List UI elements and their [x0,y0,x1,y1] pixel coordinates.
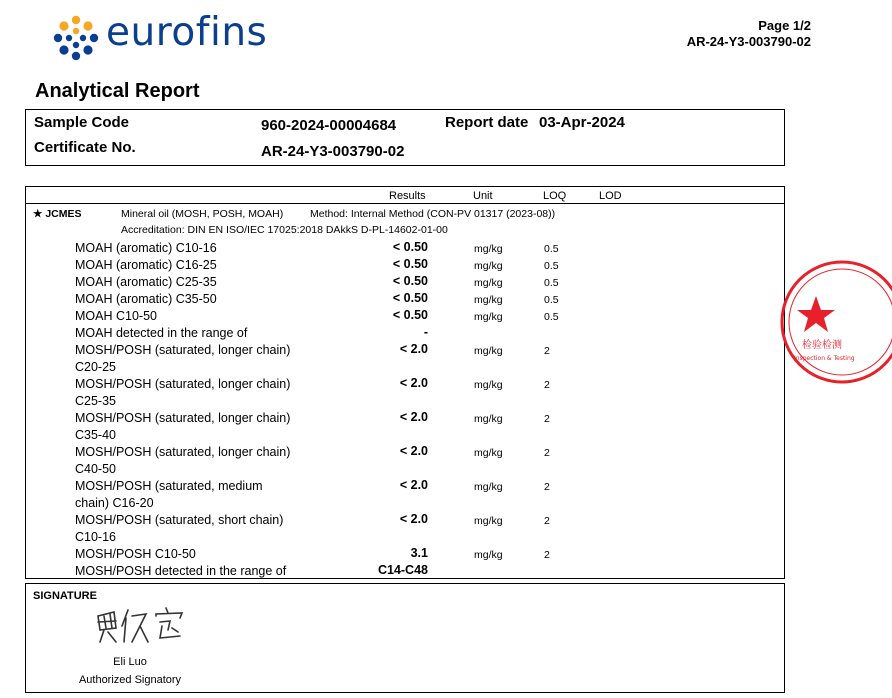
row-parameter: MOSH/POSH (saturated, longer chain) [75,445,291,459]
row-parameter: MOSH/POSH (saturated, medium [75,479,263,493]
row-loq: 0.5 [544,277,559,289]
row-parameter: MOAH (aromatic) C35-50 [75,292,217,306]
report-date-value: 03-Apr-2024 [539,114,625,131]
row-unit: mg/kg [474,243,503,255]
header-unit: Unit [473,190,493,202]
row-unit: mg/kg [474,515,503,527]
brand-name: eurofins [106,10,268,55]
row-loq: 0.5 [544,294,559,306]
row-unit: mg/kg [474,294,503,306]
row-result: < 0.50 [392,274,428,288]
row-loq: 0.5 [544,260,559,272]
page-title: Analytical Report [35,80,200,102]
header-loq: LOQ [543,190,567,202]
star-icon: ★ [33,208,43,220]
row-unit: mg/kg [474,260,503,272]
sample-info-box [25,109,785,166]
row-unit: mg/kg [474,345,503,357]
row-parameter: MOSH/POSH detected in the range of [75,564,287,578]
row-loq: 2 [544,481,550,493]
row-loq: 2 [544,447,550,459]
lab-code: ★ JCMES [33,208,82,220]
row-result: < 2.0 [399,376,428,390]
row-parameter: MOAH (aromatic) C25-35 [75,275,217,289]
row-parameter-continued: C35-40 [75,428,116,442]
header-lod: LOD [599,190,622,202]
row-unit: mg/kg [474,311,503,323]
signature-title: SIGNATURE [33,590,97,602]
accreditation: Accreditation: DIN EN ISO/IEC 17025:2018 DAkkS D-PL-14602-01-00 [121,224,448,236]
row-unit: mg/kg [474,413,503,425]
stamp-text-bottom: Inspection & Testing [794,355,855,362]
test-method: Method: Internal Method (CON-PV 01317 (2023-08)) [310,208,556,220]
row-parameter-continued: C20-25 [75,360,116,374]
row-parameter: MOSH/POSH C10-50 [75,547,196,561]
row-result: < 0.50 [392,257,428,271]
certificate-value: AR-24-Y3-003790-02 [261,143,405,160]
sample-code-value: 960-2024-00004684 [261,117,397,134]
row-unit: mg/kg [474,447,503,459]
header-results: Results [389,190,426,202]
row-parameter: MOAH detected in the range of [75,326,248,340]
row-loq: 2 [544,345,550,357]
row-parameter: MOAH C10-50 [75,309,157,323]
row-parameter-continued: C40-50 [75,462,116,476]
report-number: AR-24-Y3-003790-02 [686,34,811,49]
handwritten-signature [94,602,194,646]
row-unit: mg/kg [474,379,503,391]
row-loq: 0.5 [544,243,559,255]
stamp-text-top: 检验检测 [802,340,842,351]
sample-code-label: Sample Code [34,114,130,131]
eurofins-logo [52,10,282,62]
signatory-name: Eli Luo [113,656,147,668]
row-parameter: MOSH/POSH (saturated, longer chain) [75,343,291,357]
certificate-label: Certificate No. [34,139,136,156]
row-parameter-continued: chain) C16-20 [75,496,154,510]
row-parameter: MOAH (aromatic) C10-16 [75,241,217,255]
row-result: - [423,325,428,339]
signatory-role: Authorized Signatory [78,674,182,686]
row-result: 3.1 [410,546,428,560]
row-unit: mg/kg [474,277,503,289]
row-unit: mg/kg [474,549,503,561]
red-stamp-seal [772,258,892,388]
row-result: < 2.0 [399,410,428,424]
row-result: < 0.50 [392,308,428,322]
row-loq: 2 [544,549,550,561]
row-result: < 2.0 [399,342,428,356]
row-result: < 2.0 [399,478,428,492]
row-parameter-continued: C25-35 [75,394,116,408]
row-loq: 2 [544,379,550,391]
row-parameter: MOSH/POSH (saturated, longer chain) [75,377,291,391]
row-result: < 2.0 [399,444,428,458]
row-result: < 2.0 [399,512,428,526]
report-date-label: Report date [445,114,529,131]
signature-box [25,583,785,693]
row-result: < 0.50 [392,240,428,254]
results-table [25,186,785,579]
row-unit: mg/kg [474,481,503,493]
test-name: Mineral oil (MOSH, POSH, MOAH) [121,208,284,220]
eurofins-logo-dots-icon [52,14,100,62]
row-parameter: MOAH (aromatic) C16-25 [75,258,217,272]
page-number: Page 1/2 [758,18,811,33]
row-loq: 2 [544,413,550,425]
header-divider [26,203,784,204]
row-parameter: MOSH/POSH (saturated, longer chain) [75,411,291,425]
row-loq: 2 [544,515,550,527]
row-parameter-continued: C10-16 [75,530,116,544]
row-result: C14-C48 [377,563,428,577]
row-parameter: MOSH/POSH (saturated, short chain) [75,513,284,527]
row-result: < 0.50 [392,291,428,305]
row-loq: 0.5 [544,311,559,323]
